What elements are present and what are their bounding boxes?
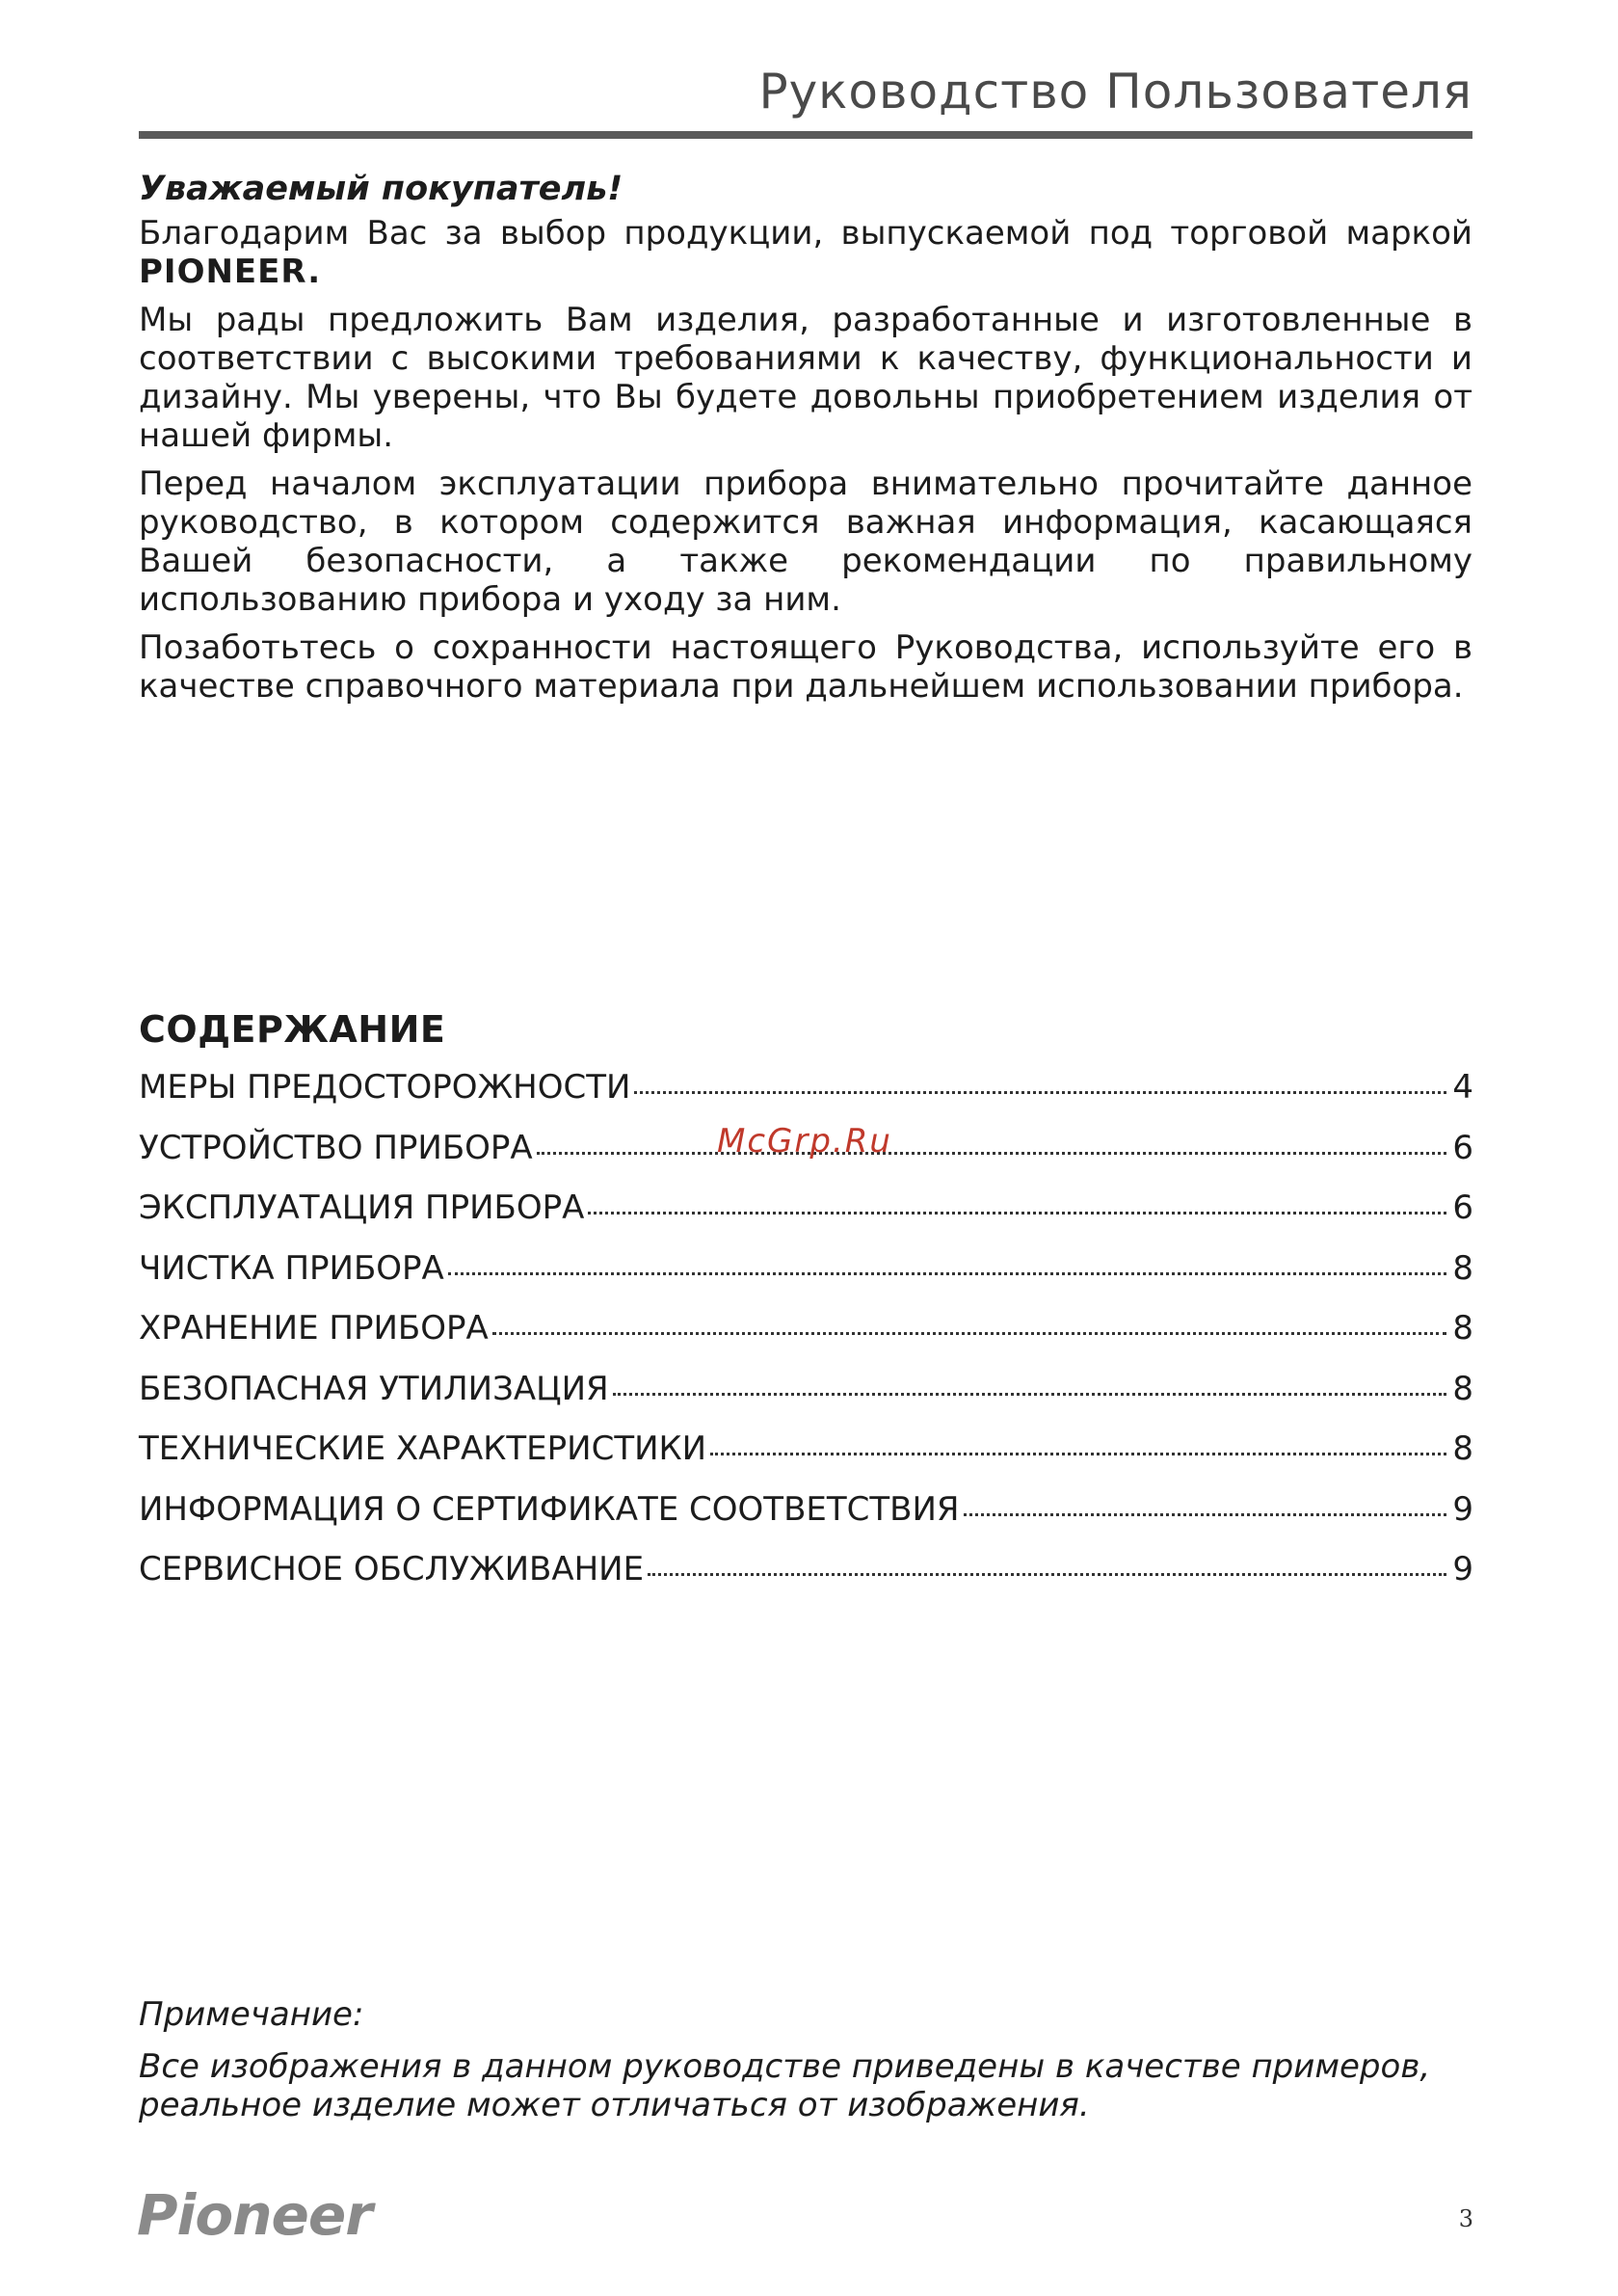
toc-dot-leader xyxy=(648,1573,1446,1576)
toc-entry-page: 6 xyxy=(1452,1188,1473,1227)
toc-entry-page: 6 xyxy=(1452,1128,1473,1167)
toc-dot-leader xyxy=(613,1393,1446,1396)
toc-entry[interactable] xyxy=(139,1550,1473,1611)
toc-entry-page: 9 xyxy=(1452,1489,1473,1529)
toc-dot-leader xyxy=(492,1332,1446,1335)
intro-paragraph: Позаботьтесь о сохранности настоящего Руководства, используйте его в качестве справочного материала при дальнейшем использовании прибора. xyxy=(139,628,1472,706)
toc-entry-label: ИНФОРМАЦИЯ О СЕРТИФИКАТЕ СООТВЕТСТВИЯ xyxy=(139,1489,960,1529)
toc-entry-page: 4 xyxy=(1452,1068,1473,1107)
toc-entry-label: ТЕХНИЧЕСКИЕ ХАРАКТЕРИСТИКИ xyxy=(139,1429,707,1468)
toc-dot-leader xyxy=(634,1091,1446,1094)
toc-dot-leader xyxy=(710,1453,1446,1455)
pioneer-logo: Pioneer xyxy=(137,2182,372,2248)
note-section xyxy=(139,1995,1472,2124)
intro-paragraph: Перед началом эксплуатации прибора внимательно прочитайте данное руководство, в котором содержится важная информация, касающаяся Вашей безопасности, а также рекомендации по правильному использованию прибора и уходу за ним. xyxy=(139,465,1472,619)
intro-section xyxy=(139,170,1472,715)
toc-heading: СОДЕРЖАНИЕ xyxy=(139,1008,446,1051)
thanks-text: Благодарим Вас за выбор продукции, выпускаемой под торговой маркой xyxy=(139,214,1472,253)
note-title: Примечание: xyxy=(139,1995,364,2034)
thanks-paragraph xyxy=(139,214,1472,291)
toc-entry-label: ЧИСТКА ПРИБОРА xyxy=(139,1248,444,1288)
toc-entry[interactable] xyxy=(139,1490,1473,1551)
toc-entry-page: 8 xyxy=(1452,1429,1473,1468)
greeting-heading: Уважаемый покупатель! xyxy=(139,170,623,208)
toc-entry-label: УСТРОЙСТВО ПРИБОРА xyxy=(139,1128,533,1167)
toc-entry-label: МЕРЫ ПРЕДОСТОРОЖНОСТИ xyxy=(139,1068,631,1107)
watermark-text: McGrp.Ru xyxy=(717,1122,892,1161)
toc-entry-label: ХРАНЕНИЕ ПРИБОРА xyxy=(139,1309,489,1348)
toc-entry-page: 8 xyxy=(1452,1248,1473,1288)
toc-entry-label: БЕЗОПАСНАЯ УТИЛИЗАЦИЯ xyxy=(139,1369,609,1408)
toc-entry[interactable] xyxy=(139,1309,1473,1370)
intro-paragraph: Мы рады предложить Вам изделия, разработанные и изготовленные в соответствии с высокими требованиями к качеству, функциональности и дизайну. Мы уверены, что Вы будете довольны приобретением изделия от нашей фирмы. xyxy=(139,301,1472,455)
toc-entry-page: 8 xyxy=(1452,1309,1473,1348)
toc-entry[interactable] xyxy=(139,1188,1473,1249)
toc-dot-leader xyxy=(964,1513,1446,1516)
page-header-title: Руководство Пользователя xyxy=(758,64,1472,120)
toc-dot-leader xyxy=(448,1272,1446,1275)
toc-entry-page: 9 xyxy=(1452,1550,1473,1589)
toc-entry[interactable] xyxy=(139,1068,1473,1129)
note-text: Все изображения в данном руководстве приведены в качестве примеров, реальное изделие может отличаться от изображения. xyxy=(139,2047,1431,2124)
toc-entry-label: СЕРВИСНОЕ ОБСЛУЖИВАНИЕ xyxy=(139,1550,645,1589)
toc-dot-leader xyxy=(588,1212,1446,1215)
brand-name: PIONEER. xyxy=(139,253,322,291)
toc-entry-label: ЭКСПЛУАТАЦИЯ ПРИБОРА xyxy=(139,1188,585,1227)
toc-entry-page: 8 xyxy=(1452,1369,1473,1408)
toc-entry[interactable] xyxy=(139,1249,1473,1310)
page-number: 3 xyxy=(1458,2205,1473,2232)
toc-entry[interactable] xyxy=(139,1429,1473,1490)
header-divider xyxy=(139,131,1472,139)
toc-dot-leader xyxy=(537,1152,1446,1155)
toc-entry[interactable] xyxy=(139,1370,1473,1430)
